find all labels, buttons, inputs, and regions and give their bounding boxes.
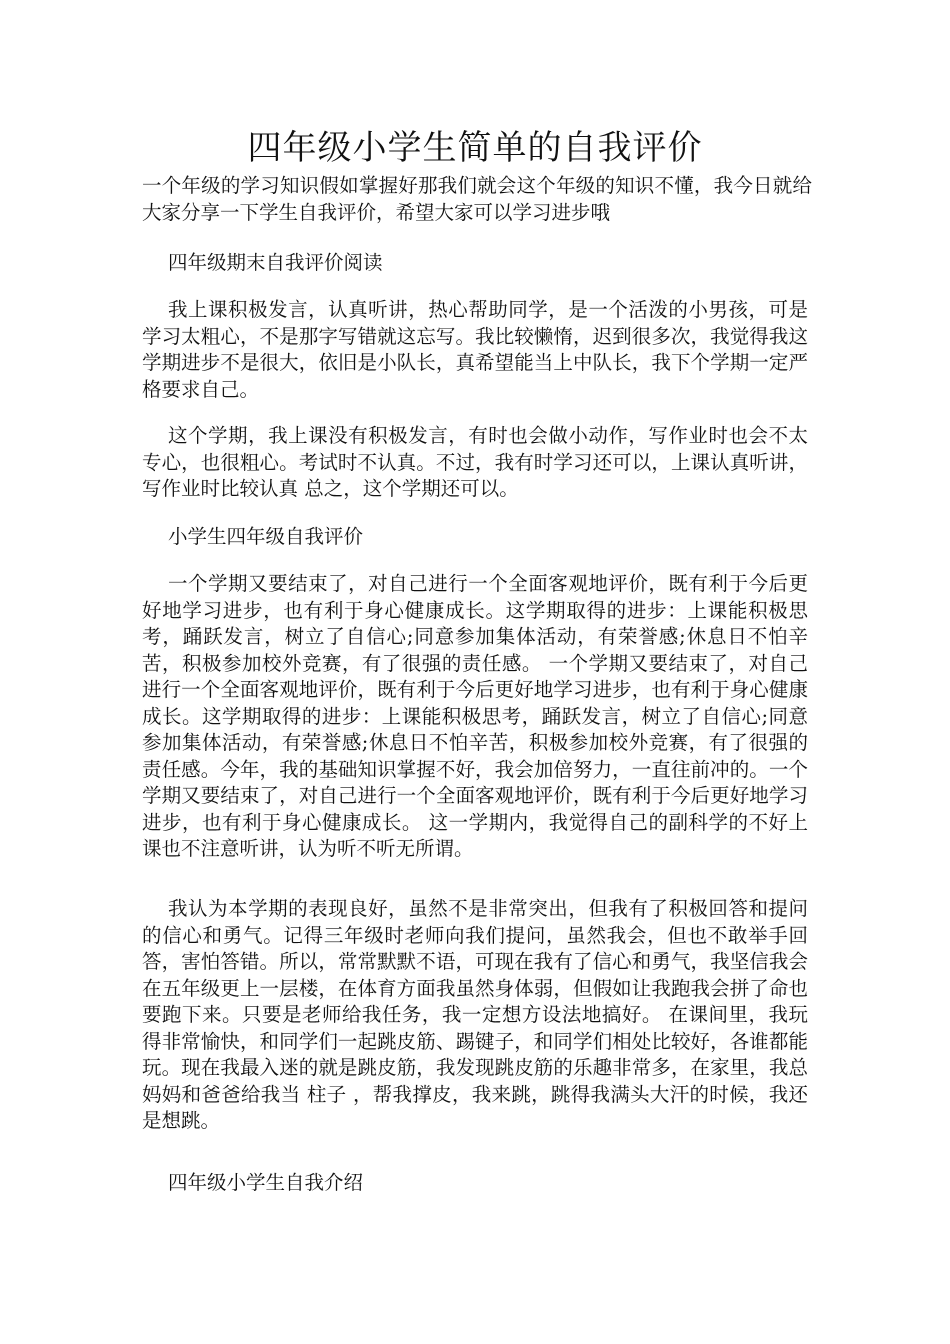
body-paragraph-3: 一个学期又要结束了，对自己进行一个全面客观地评价，既有利于今后更好地学习进步，也有利于身心健康成长。这学期取得的进步：上课能积极思考，踊跃发言，树立了自信心;同意参加集体活动，有荣誉感;休息日不怕辛苦，积极参加校外竞赛，有了很强的责任感。 一个学期又要结束了，对自己进行一个全面客观地评价，既有利于今后更好地学习进步，也有利于身心健康成长。这学期取得的进步：上课能积极思考，踊跃发言，树立了自信心;同意参加集体活动，有荣誉感;休息日不怕辛苦，积极参加校外竞赛，有了很强的责任感。今年，我的基础知识掌握不好，我会加倍努力，一直往前冲的。一个学期又要结束了，对自己进行一个全面客观地评价，既有利于今后更好地学习进步，也有利于身心健康成长。 这一学期内，我觉得自己的副科学的不好上课也不注意听讲，认为听不听无所谓。: [142, 572, 808, 860]
section-heading-term-end: 四年级期末自我评价阅读: [168, 251, 383, 274]
body-paragraph-2: 这个学期，我上课没有积极发言，有时也会做小动作，写作业时也会不太专心，也很粗心。考试时不认真。不过，我有时学习还可以，上课认真听讲，写作业时比较认真 总之，这个学期还可以。: [142, 424, 808, 500]
section-heading-self-intro: 四年级小学生自我介绍: [168, 1171, 364, 1194]
document-title: 四年级小学生简单的自我评价: [247, 128, 703, 168]
body-paragraph-1: 我上课积极发言，认真听讲，热心帮助同学，是一个活泼的小男孩，可是学习太粗心，不是那字写错就这忘写。我比较懒惰，迟到很多次，我觉得我这学期进步不是很大，依旧是小队长，真希望能当上中队长，我下个学期一定严格要求自己。: [142, 298, 808, 401]
section-heading-grade-four: 小学生四年级自我评价: [168, 525, 364, 548]
intro-paragraph: 一个年级的学习知识假如掌握好那我们就会这个年级的知识不懂，我今日就给大家分享一下学生自我评价，希望大家可以学习进步哦: [142, 174, 812, 224]
body-paragraph-4: 我认为本学期的表现良好，虽然不是非常突出，但我有了积极回答和提问的信心和勇气。记得三年级时老师向我们提问，虽然我会，但也不敢举手回答，害怕答错。所以，常常默默不语，可现在我有了信心和勇气，我坚信我会在五年级更上一层楼，在体育方面我虽然身体弱，但假如让我跑我会拼了命也要跑下来。只要是老师给我任务，我一定想方设法地搞好。 在课间里，我玩得非常愉快，和同学们一起跳皮筋、踢键子，和同学们相处比较好，各谁都能玩。现在我最入迷的就是跳皮筋，我发现跳皮筋的乐趣非常多，在家里，我总妈妈和爸爸给我当 柱子 ，帮我撑皮，我来跳，跳得我满头大汗的时候，我还是想跳。: [142, 897, 808, 1132]
